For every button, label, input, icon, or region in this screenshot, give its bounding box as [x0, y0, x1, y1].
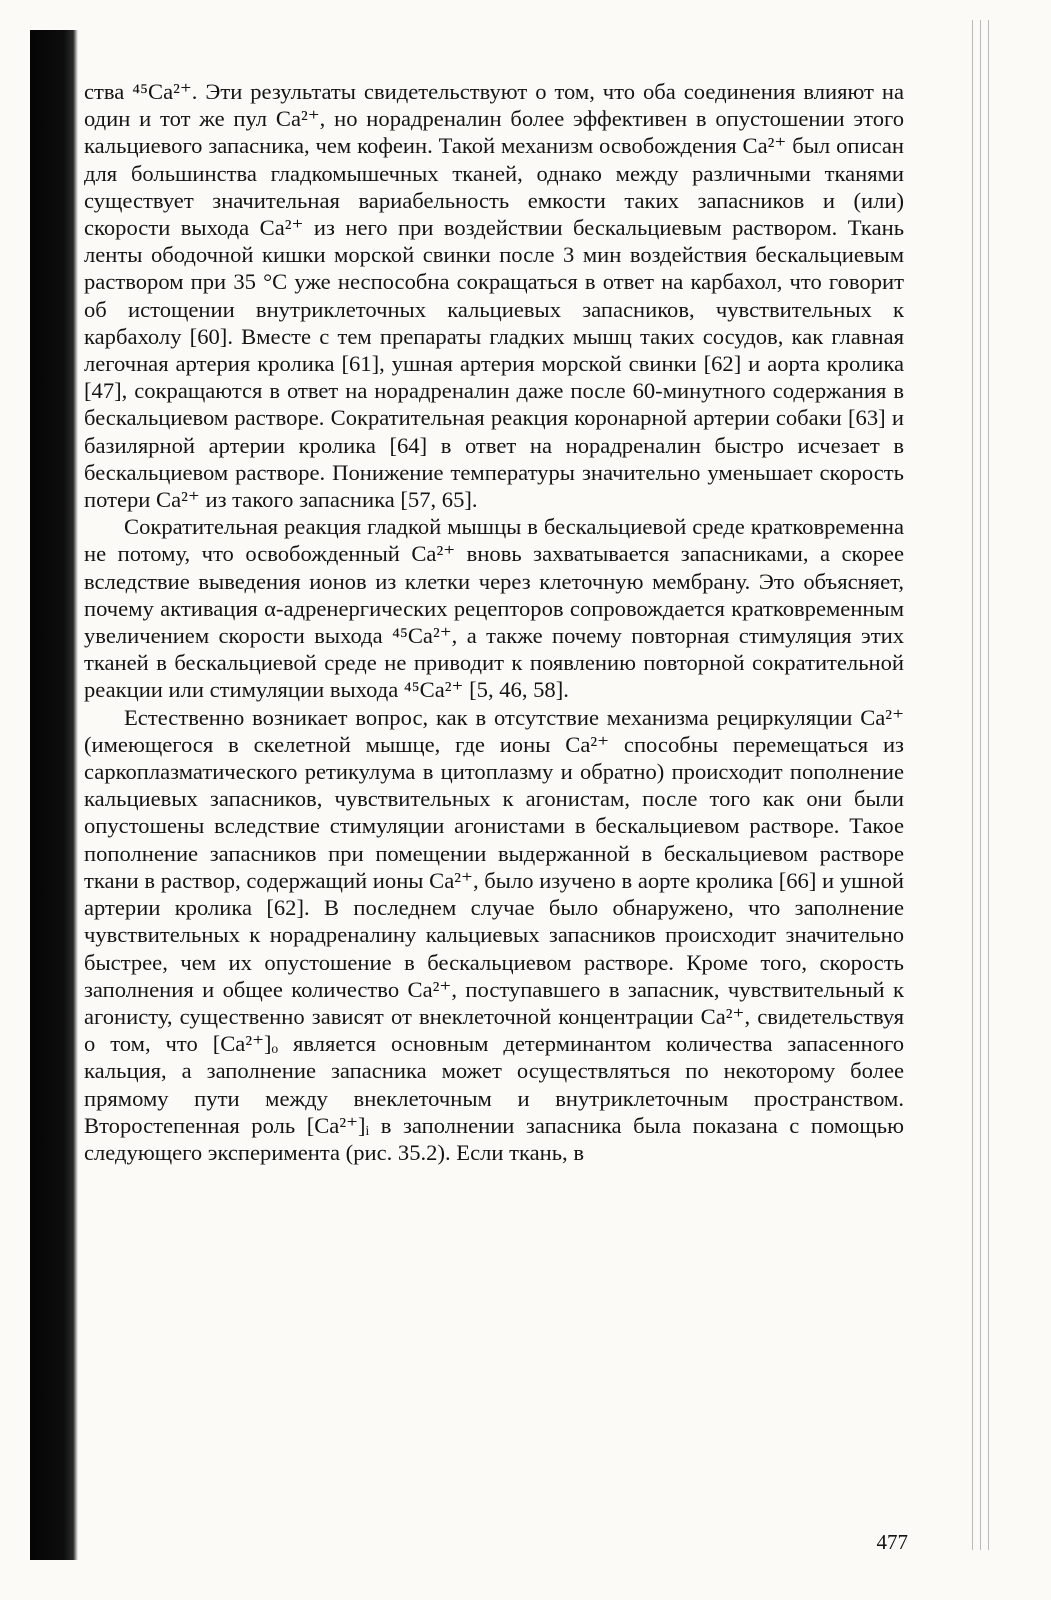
- page-edge-line: [988, 20, 989, 1550]
- paragraph-1: ства ⁴⁵Ca²⁺. Эти результаты свидетельствуют о том, что оба соединения влияют на один и тот же пул Ca²⁺, но норадреналин более эффективен в опустошении этого кальциевого запасника, чем кофеин. Такой механизм освобождения Ca²⁺ был описан для большинства гладкомышечных тканей, однако между различными тканями существует значительная вариабельность емкости таких запасников и (или) скорости выхода Ca²⁺ из него при воздействии бескальциевым раствором. Ткань ленты ободочной кишки морской свинки после 3 мин воздействия бескальциевым раствором при 35 °С уже неспособна сокращаться в ответ на карбахол, что говорит об истощении внутриклеточных кальциевых запасников, чувствительных к карбахолу [60]. Вместе с тем препараты гладких мышц таких сосудов, как главная легочная артерия кролика [61], ушная артерия морской свинки [62] и аорта кролика [47], сокращаются в ответ на норадреналин даже после 60-минутного содержания в бескальциевом растворе. Сократительная реакция коронарной артерии собаки [63] и базилярной артерии кролика [64] в ответ на норадреналин быстро исчезает в бескальциевом растворе. Понижение температуры значительно уменьшает скорость потери Ca²⁺ из такого запасника [57, 65].: [84, 79, 904, 513]
- page-edge-line: [972, 20, 973, 1550]
- page-edge-line: [980, 20, 981, 1550]
- page-number: 477: [876, 1530, 908, 1554]
- binding-shadow: [30, 30, 78, 1560]
- page-text: [84, 78, 904, 1518]
- paragraph-3: Естественно возникает вопрос, как в отсутствие механизма рециркуляции Ca²⁺ (имеющегося в скелетной мышце, где ионы Ca²⁺ способны перемещаться из саркоплазматического ретикулума в цитоплазму и обратно) происходит пополнение кальциевых запасников, чувствительных к агонистам, после того как они были опустошены вследствие стимуляции агонистами в бескальциевом растворе. Такое пополнение запасников при помещении выдержанной в бескальциевом растворе ткани в раствор, содержащий ионы Ca²⁺, было изучено в аорте кролика [66] и ушной артерии кролика [62]. В последнем случае было обнаружено, что заполнение чувствительных к норадреналину кальциевых запасников происходит значительно быстрее, чем их опустошение в бескальциевом растворе. Кроме того, скорость заполнения и общее количество Ca²⁺, поступавшего в запасник, чувствительный к агонисту, существенно зависят от внеклеточной концентрации Ca²⁺, свидетельствуя о том, что [Ca²⁺]ₒ является основным детерминантом количества запасенного кальция, а заполнение запасника может осуществляться по некоторому более прямому пути между внеклеточным и внутриклеточным пространством. Второстепенная роль [Ca²⁺]ᵢ в заполнении запасника была показана с помощью следующего эксперимента (рис. 35.2). Если ткань, в: [84, 704, 904, 1165]
- paragraph-2: Сократительная реакция гладкой мышцы в бескальциевой среде кратковременна не потому, что освобожденный Ca²⁺ вновь захватывается запасниками, а скорее вследствие выведения ионов из клетки через клеточную мембрану. Это объясняет, почему активация α-адренергических рецепторов сопровождается кратковременным увеличением скорости выхода ⁴⁵Ca²⁺, а также почему повторная стимуляция этих тканей в бескальциевой среде не приводит к появлению повторной сократительной реакции или стимуляции выхода ⁴⁵Ca²⁺ [5, 46, 58].: [84, 514, 904, 703]
